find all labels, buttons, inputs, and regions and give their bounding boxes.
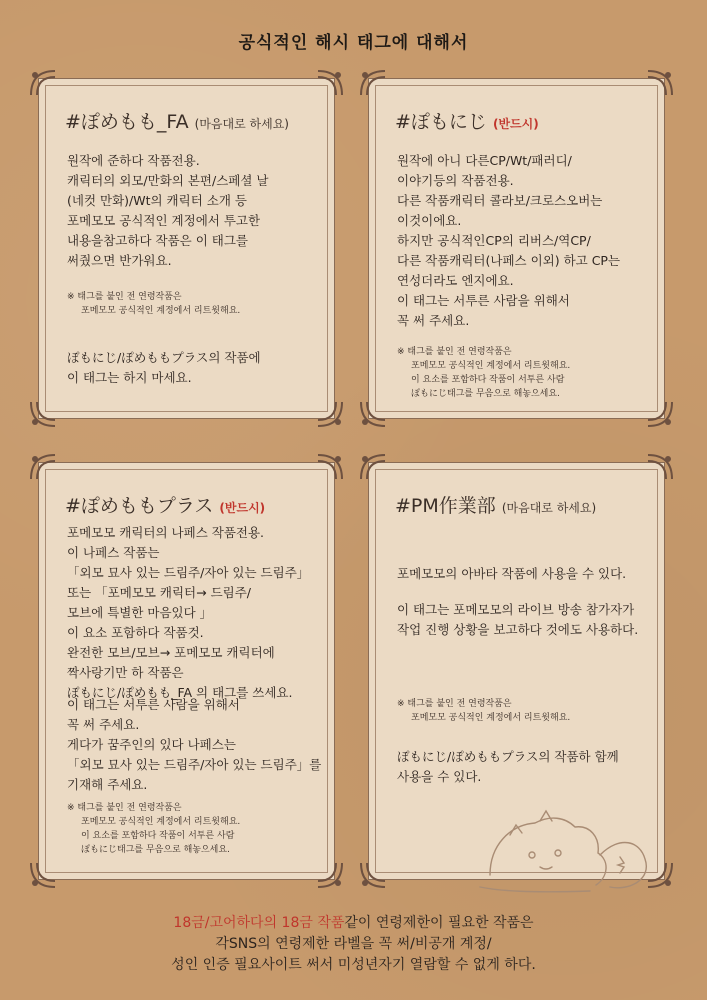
hashtag-pm-heading — [395, 491, 596, 518]
card-plus-request: 이 태그는 서투른 사람을 위해서 꼭 써 주세요. 게다가 꿈주인의 있다 나페스는 「외모 묘사 있는 드림주/자아 있는 드림주」를 기재해 주세요. — [67, 697, 322, 792]
card-pomoniji-request: 이 태그는 서투른 사람을 위해서 꼭 써 주세요. — [397, 293, 570, 328]
corner-ornament — [646, 400, 674, 428]
character-doodle — [470, 795, 670, 895]
corner-ornament — [359, 861, 387, 889]
corner-ornament — [29, 69, 57, 97]
page-title: 공식적인 해시 태그에 대해서 — [238, 33, 469, 53]
required-badge: (반드시) — [219, 501, 266, 515]
hashtag-pomoniji-heading — [395, 107, 539, 134]
hashtag-fa: #ぽめもも_FA — [65, 111, 189, 133]
hashtag-fa-heading — [65, 107, 289, 134]
corner-ornament — [316, 400, 344, 428]
card-pm-body3: ぽもにじ/ぽめももプラス의 작품하 함께 사용을 수 있다. — [397, 749, 619, 784]
card-pm-body2: 이 태그는 포메모모의 라이브 방송 참가자가 작업 진행 상황을 보고하다 것에도 사용하다. — [397, 602, 639, 637]
footer-highlight: 18금/고어하다의 18금 작품 — [173, 915, 345, 931]
hashtag-fa-note: (마음대로 하세요) — [194, 117, 289, 131]
corner-ornament — [316, 453, 344, 481]
card-fa-notice: ※ 태그를 붙인 전 연령작품은 포메모모 공식적인 계정에서 리트윗해요. — [67, 292, 241, 316]
hashtag-plus-heading — [65, 491, 265, 518]
card-pm-body: 포메모모의 아바타 작품에 사용을 수 있다. — [397, 566, 627, 581]
corner-ornament — [359, 69, 387, 97]
card-plus-notice: ※ 태그를 붙인 전 연령작품은 포메모모 공식적인 계정에서 리트윗해요. 이 요소를 포함하다 작품이 서투른 사람 ぽもにじ태그를 무음으로 해놓으세요. — [67, 803, 241, 855]
card-fa — [38, 78, 335, 419]
corner-ornament — [29, 400, 57, 428]
corner-ornament — [29, 453, 57, 481]
card-pomoniji-body: 원작에 아니 다른CP/Wt/패러디/ 이야기등의 작품전용. 다른 작품캐릭터 콜라보/크로스오버는 이것이에요. 하지만 공식적인CP의 리버스/역CP/ 다른 작품캐릭터(나페스 이외) 하고 CP는 연성더라도 엔지에요. — [397, 153, 621, 288]
corner-ornament — [316, 69, 344, 97]
corner-ornament — [359, 453, 387, 481]
required-badge: (반드시) — [492, 117, 539, 131]
card-pm-notice: ※ 태그를 붙인 전 연령작품은 포메모모 공식적인 계정에서 리트윗해요. — [397, 699, 571, 723]
corner-ornament — [359, 400, 387, 428]
corner-ornament — [646, 69, 674, 97]
hashtag-pomoniji: #ぽもにじ — [395, 111, 487, 133]
corner-ornament — [316, 861, 344, 889]
card-pomemomo-plus — [38, 462, 335, 880]
card-pomoniji-notice: ※ 태그를 붙인 전 연령작품은 포메모모 공식적인 계정에서 리트윗해요. 이 요소를 포함하다 작품이 서투른 사람 ぽもにじ태그를 무음으로 해놓으세요. — [397, 347, 571, 399]
card-pomoniji — [368, 78, 665, 419]
hashtag-pm-note: (마음대로 하세요) — [501, 501, 597, 515]
footer-line1: 같이 연령제한이 필요한 작품은 — [344, 915, 534, 931]
card-plus-body: 포메모모 캐릭터의 나페스 작품전용. 이 나페스 작품는 「외모 묘사 있는 드림주/자아 있는 드림주」 또는 「포메모모 캐릭터→ 드림주/ 모브에 특별한 마음있다 」 이 요소 포함하다 작품것. 완전한 모브/모브→ 포메모모 캐릭터에 짝사랑기만 하 작품은 ぽもにじ/ぽめもも_FA 의 태그를 쓰세요. — [67, 525, 310, 700]
corner-ornament — [29, 861, 57, 889]
hashtag-plus: #ぽめももプラス — [65, 495, 214, 517]
hashtag-pm: #PM作業部 — [395, 495, 496, 517]
footer-line2: 각SNS의 연령제한 라벨을 꼭 써/비공개 계정/ — [215, 936, 492, 952]
corner-ornament — [646, 453, 674, 481]
card-fa-body: 원작에 준하다 작품전용. 캐릭터의 외모/만화의 본편/스페셜 날 (네컷 만화)/Wt의 캐릭터 소개 등 포메모모 공식적인 계정에서 투고한 내용을참고하다 작품은 이 태그를 써줬으면 반가워요. — [67, 153, 269, 268]
footer-line3: 성인 인증 필요사이트 써서 미성년자기 열람할 수 없게 하다. — [171, 957, 536, 973]
card-fa-warning: ぽもにじ/ぽめももプラス의 작품에 이 태그는 하지 마세요. — [67, 350, 261, 385]
age-restriction-notice — [0, 913, 707, 976]
